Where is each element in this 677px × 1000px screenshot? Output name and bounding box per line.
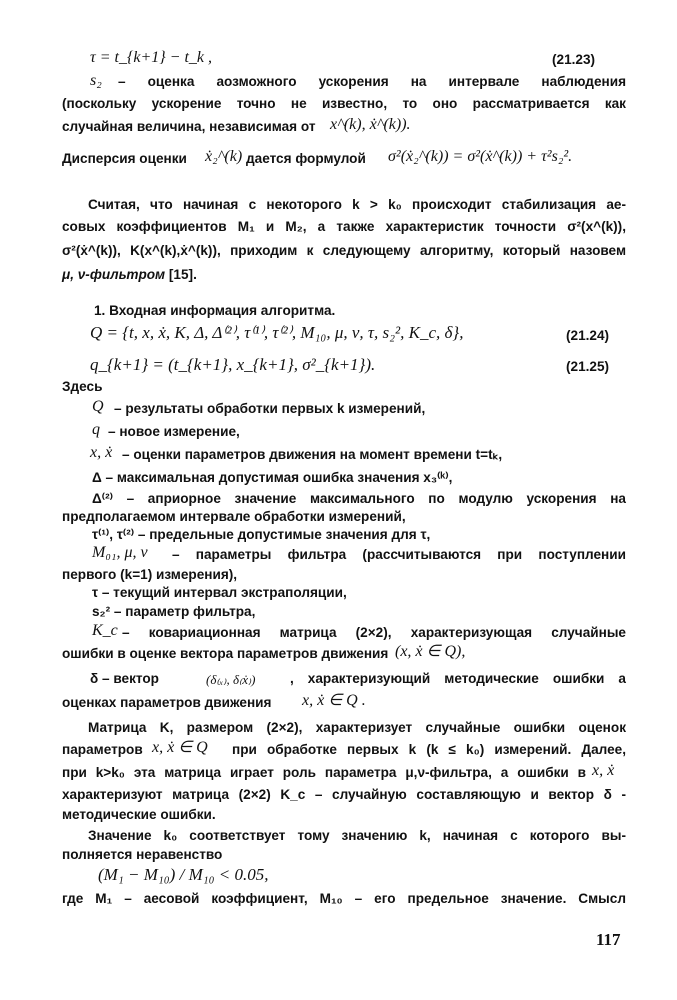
- def-Q-symbol: Q: [92, 398, 104, 415]
- equation-Q: Q = {t, x, ẋ, K, Δ, Δ⁽²⁾, τ⁽¹⁾, τ⁽²⁾, M₁₀, μ, ν, τ, s₂², K_c, δ},: [90, 323, 464, 342]
- para3-line4: характеризуют матрица (2×2) K_c – случайную составляющую и вектор δ -: [62, 787, 626, 802]
- dispersion-text: Дисперсия оценки: [62, 151, 187, 166]
- s2-description-line3-math: x^(k), ẋ^(k)).: [330, 116, 411, 133]
- dispersion-text2: дается формулой: [246, 151, 366, 166]
- para3-line2a: параметров: [62, 742, 143, 757]
- reference: [15].: [168, 267, 197, 282]
- para2-line2: совых коэффициентов M₁ и M₂, а также характеристик точности σ²(x^(k)),: [62, 219, 626, 234]
- def-M01-line2: первого (k=1) измерения),: [62, 567, 238, 582]
- para2-line1: Считая, что начиная с некоторого k > k₀ происходит стабилизация ае-: [88, 197, 626, 212]
- def-Kc-symbol: K_c: [92, 622, 118, 639]
- s2-description-line2: (поскольку ускорение точно не известно, то оно рассматривается как: [62, 96, 626, 111]
- def-q: – новое измерение,: [108, 424, 240, 439]
- def-x-symbol: x, ẋ: [90, 444, 113, 461]
- def-Q: – результаты обработки первых k измерений,: [114, 401, 426, 416]
- dispersion-symbol: ẋ₂^(k): [205, 148, 243, 165]
- def-delta2-line1: Δ⁽²⁾ – априорное значение максимального по модулю ускорения на: [92, 491, 626, 506]
- zdes-label: Здесь: [62, 379, 103, 394]
- def-delta-vector-math: (δ₍ₓ₎, δ₍ẋ₎): [206, 672, 256, 687]
- def-tau12: τ⁽¹⁾, τ⁽²⁾ – предельные допустимые значения для τ,: [92, 527, 431, 542]
- def-Kc-line2: ошибки в оценке вектора параметров движения: [62, 646, 389, 661]
- para3-line2-math: x, ẋ ∈ Q: [152, 739, 208, 756]
- equation-tau: τ = t_{k+1} − t_k ,: [90, 49, 213, 66]
- para3-line2b: при обработке первых k (k ≤ k₀) измерений. Далее,: [232, 742, 626, 757]
- page-number: 117: [596, 930, 621, 949]
- mu-nu-filter-term: μ, ν-фильтром: [62, 267, 166, 282]
- para4-line2: полняется неравенство: [62, 847, 223, 862]
- s2-symbol: s₂: [90, 72, 102, 89]
- def-Kc-line2-math: (x, ẋ ∈ Q),: [395, 643, 466, 660]
- item1-heading: 1. Входная информация алгоритма.: [94, 303, 336, 318]
- s2-description-line3: случайная величина, независимая от: [62, 119, 316, 134]
- def-s2: s₂² – параметр фильтра,: [92, 604, 256, 619]
- def-x: – оценки параметров движения на момент времени t=tₖ,: [122, 447, 503, 462]
- equation-number-21-23: (21.23): [552, 52, 596, 67]
- def-tau: τ – текущий интервал экстраполяции,: [92, 585, 347, 600]
- equation-q: q_{k+1} = (t_{k+1}, x_{k+1}, σ²_{k+1}).: [90, 355, 376, 374]
- def-delta-vector-line1b: , характеризующий методические ошибки а: [290, 671, 626, 686]
- para3-line5: методические ошибки.: [62, 807, 216, 822]
- def-delta: Δ – максимальная допустимая ошибка значения x₃⁽ᵏ⁾,: [92, 470, 453, 485]
- para3-line1: Матрица K, размером (2×2), характеризует случайные ошибки оценок: [88, 720, 626, 735]
- def-Kc-line1: – ковариационная матрица (2×2), характеризующая случайные: [122, 625, 626, 640]
- equation-number-21-25: (21.25): [566, 359, 610, 374]
- para2-line4: [62, 266, 197, 284]
- def-delta2-line2: предполагаемом интервале обработки измерений,: [62, 509, 406, 524]
- def-delta-vector-line1a: δ – вектор: [90, 671, 159, 686]
- para4-line1: Значение k₀ соответствует тому значению k, начиная с которого вы-: [88, 828, 626, 843]
- inequality: (M₁ − M₁₀) / M₁₀ < 0.05,: [98, 865, 269, 884]
- def-M01-symbol: M₀₁, μ, ν: [92, 544, 148, 561]
- para3-line3-math: x, ẋ: [592, 762, 615, 779]
- dispersion-formula: σ²(ẋ₂^(k)) = σ²(ẋ^(k)) + τ²s₂².: [388, 148, 573, 165]
- para2-line3: σ²(ẋ^(k)), K(x^(k),ẋ^(k)), приходим к следующему алгоритму, который назовем: [62, 243, 626, 258]
- last-line: где M₁ – аесовой коэффициент, M₁₀ – его предельное значение. Смысл: [62, 891, 626, 906]
- def-delta-vector-line2: оценках параметров движения: [62, 695, 272, 710]
- s2-description-line1: – оценка аозможного ускорения на интервале наблюдения: [118, 74, 626, 89]
- equation-number-21-24: (21.24): [566, 328, 610, 343]
- def-delta-vector-line2-math: x, ẋ ∈ Q .: [302, 692, 366, 709]
- def-M01-line1: – параметры фильтра (рассчитываются при поступлении: [172, 547, 626, 562]
- para3-line3: при k>k₀ эта матрица играет роль параметра μ,ν-фильтра, а ошибки в: [62, 765, 586, 780]
- def-q-symbol: q: [92, 421, 100, 438]
